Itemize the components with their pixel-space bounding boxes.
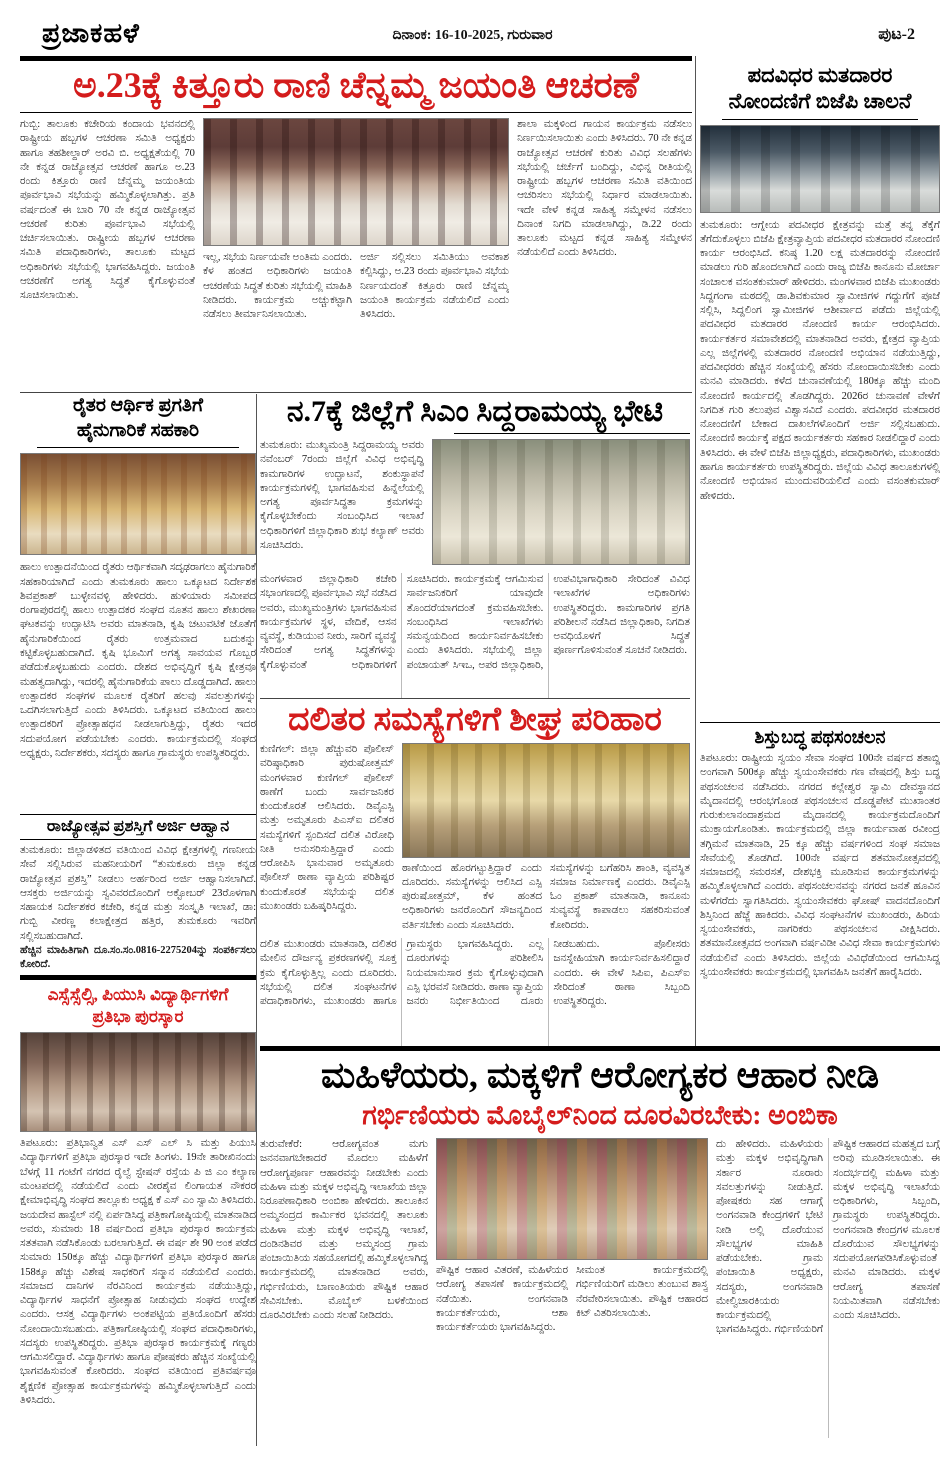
- rss-march-article: [700, 722, 940, 1050]
- rajyotsava-body: ತುಮಕೂರು: ಜಿಲ್ಲಾಡಳಿತದ ವತಿಯಿಂದ ವಿವಿಧ ಕ್ಷೇತ್ರಗಳಲ್ಲಿ ಗಣನೀಯ ಸೇವೆ ಸಲ್ಲಿಸಿರುವ ಮಹನೀಯರಿಗೆ “ತುಮಕೂರು ಜಿಲ್ಲಾ ಕನ್ನಡ ರಾಜ್ಯೋತ್ಸವ ಪ್ರಶಸ್ತಿ” ನೀಡಲು ಅರ್ಹರಿಂದ ಅರ್ಜಿ ಆಹ್ವಾನಿಸಲಾಗಿದೆ. ಆಸಕ್ತರು ಅರ್ಜಿಯನ್ನು ಸ್ವವಿವರದೊಂದಿಗೆ ಅಕ್ಟೋಬರ್ 23ರೊಳಗಾಗಿ ಸಹಾಯಕ ನಿರ್ದೇಶಕರ ಕಚೇರಿ, ಕನ್ನಡ ಮತ್ತು ಸಂಸ್ಕೃತಿ ಇಲಾಖೆ, ಡಾ: ಗುಬ್ಬಿ ವೀರಣ್ಣ ಕಲಾಕ್ಷೇತ್ರದ ಹತ್ತಿರ, ತುಮಕೂರು ಇವರಿಗೆ ಸಲ್ಲಿಸಬಹುದಾಗಿದೆ.: [20, 845, 256, 942]
- rss-headline: ಶಿಸ್ತುಬದ್ಧ ಪಥಸಂಚಲನ: [754, 727, 886, 747]
- dairy-headline-line1: ರೈತರ ಆರ್ಥಿಕ ಪ್ರಗತಿಗೆ: [72, 395, 204, 416]
- vertical-rule-right: [695, 56, 696, 1050]
- dalit-article: [260, 700, 690, 1048]
- women-subhead: ಗರ್ಭಿಣಿಯರು ಮೊಬೈಲ್‌ನಿಂದ ದೂರವಿರಬೇಕು: ಅಂಬಿಕಾ: [362, 1100, 838, 1130]
- thick-rule-bottom-section: [260, 1046, 940, 1051]
- bjp-body: ತುಮಕೂರು: ಆಗ್ನೇಯ ಪದವೀಧರ ಕ್ಷೇತ್ರವನ್ನು ಮತ್ತೆ ತನ್ನ ತೆಕ್ಕೆಗೆ ತೆಗೆದುಕೊಳ್ಳಲು ಬಿಜೆಪಿ ಕ್ಷೇತ್ರವ್ಯಾಪ್ತಿಯ ಪದವೀಧರ ಮತದಾರರ ನೋಂದಣಿ ಕಾರ್ಯ ಆರಂಭಿಸಿದೆ. ಕನಿಷ್ಠ 1.20 ಲಕ್ಷ ಮತದಾರರನ್ನು ನೋಂದಣಿ ಮಾಡಲು ಗುರಿ ಹೊಂದಲಾಗಿದೆ ಎಂದು ರಾಜ್ಯ ಬಿಜೆಪಿ ಕಾನೂನು ಮೋರ್ಚಾ ಸಂಚಾಲಕ ವಸಂತಕುಮಾರ್ ಹೇಳಿದರು. ಮಂಗಳವಾರ ಬಿಜೆಪಿ ಮುಖಂಡರು ಸಿದ್ದಗಂಗಾ ಮಠದಲ್ಲಿ ಡಾ.ಶಿವಕುಮಾರ ಸ್ವಾಮೀಜಿಗಳ ಗದ್ದುಗೆಗೆ ಪೂಜೆ ಸಲ್ಲಿಸಿ, ಸಿದ್ದಲಿಂಗ ಸ್ವಾಮೀಜಿಗಳ ಆಶೀರ್ವಾದ ಪಡೆದು ಜಿಲ್ಲೆಯಲ್ಲಿ ಪದವೀಧರ ಮತದಾರರ ನೋಂದಣಿ ಕಾರ್ಯ ಆರಂಭಿಸಿದರು. ಕಾರ್ಯಕರ್ತರ ಸಮಾವೇಶದಲ್ಲಿ ಮಾತನಾಡಿದ ಅವರು, ಕ್ಷೇತ್ರದ ವ್ಯಾಪ್ತಿಯ ಎಲ್ಲ ಜಿಲ್ಲೆಗಳಲ್ಲಿ ಮತದಾರರ ನೋಂದಣಿ ಅಭಿಯಾನ ನಡೆಯುತ್ತಿದ್ದು, ಪದವೀಧರರು ಹೆಚ್ಚಿನ ಸಂಖ್ಯೆಯಲ್ಲಿ ಹೆಸರು ನೋಂದಾಯಿಸಬೇಕು ಎಂದು ಮನವಿ ಮಾಡಿದರು. ಕಳೆದ ಚುನಾವಣೆಯಲ್ಲಿ 180ಕ್ಕೂ ಹೆಚ್ಚು ಮಂದಿ ನೋಂದಣಿ ಕಾರ್ಯದಲ್ಲಿ ತೊಡಗಿದ್ದರು. 2026ರ ಚುನಾವಣೆ ವೇಳೆಗೆ ನಿಗದಿತ ಗುರಿ ತಲುಪುವ ವಿಶ್ವಾಸವಿದೆ ಎಂದರು. ಪದವೀಧರ ಮತದಾರರ ನೋಂದಣಿಗೆ ಬೇಕಾದ ದಾಖಲೆಗಳೊಂದಿಗೆ ಅರ್ಜಿ ಸಲ್ಲಿಸಬಹುದು. ನೋಂದಣಿ ಕಾರ್ಯಕ್ಕೆ ಪಕ್ಷದ ಕಾರ್ಯಕರ್ತರು ಸಹಕಾರ ನೀಡಲಿದ್ದಾರೆ ಎಂದು ತಿಳಿಸಿದರು. ಈ ವೇಳೆ ಬಿಜೆಪಿ ಜಿಲ್ಲಾಧ್ಯಕ್ಷರು, ಪದಾಧಿಕಾರಿಗಳು, ಮುಖಂಡರು ಹಾಗೂ ಕಾರ್ಯಕರ್ತರು ಉಪಸ್ಥಿತರಿದ್ದರು. ಜಿಲ್ಲೆಯ ವಿವಿಧ ತಾಲೂಕುಗಳಲ್ಲಿ ನೋಂದಣಿ ಅಭಿಯಾನ ಮುಂದುವರಿಯಲಿದೆ ಎಂದು ವಸಂತಕುಮಾರ್ ಹೇಳಿದರು.: [700, 219, 940, 502]
- press-meeting-photo: [203, 118, 509, 246]
- lead-col1: ಗುಬ್ಬಿ: ತಾಲೂಕು ಕಚೇರಿಯ ಕಂದಾಯ ಭವನದಲ್ಲಿ ರಾಷ್ಟ್ರೀಯ ಹಬ್ಬಗಳ ಆಚರಣಾ ಸಮಿತಿ ಅಧ್ಯಕ್ಷರು ಹಾಗೂ ತಹಶೀಲ್ದಾರ್ ಅರವಿ ಬಿ. ಅಧ್ಯಕ್ಷತೆಯಲ್ಲಿ 70 ನೇ ಕನ್ನಡ ರಾಜ್ಯೋತ್ಸವ ಆಚರಣೆ ಹಾಗೂ ಅ.23 ರಂದು ಕಿತ್ತೂರು ರಾಣಿ ಚೆನ್ನಮ್ಮ ಜಯಂತಿಯ ಪೂರ್ವಭಾವಿ ಸಭೆಯನ್ನು ಹಮ್ಮಿಕೊಳ್ಳಲಾಗಿತ್ತು. ಪ್ರತಿ ವರ್ಷದಂತೆ ಈ ಬಾರಿ 70 ನೇ ಕನ್ನಡ ರಾಜ್ಯೋತ್ಸವ ಆಚರಣೆ ಕುರಿತು ಪೂರ್ವಭಾವಿ ಸಭೆಯಲ್ಲಿ ಚರ್ಚಿಸಲಾಯಿತು. ರಾಷ್ಟ್ರೀಯ ಹಬ್ಬಗಳ ಆಚರಣಾ ಸಮಿತಿ ಪದಾಧಿಕಾರಿಗಳು, ತಾಲೂಕು ಮಟ್ಟದ ಅಧಿಕಾರಿಗಳು ಸಭೆಯಲ್ಲಿ ಭಾಗವಹಿಸಿದ್ದರು. ಜಯಂತಿ ಆಚರಣೆಗೆ ಅಗತ್ಯ ಸಿದ್ಧತೆ ಕೈಗೊಳ್ಳುವಂತೆ ಸೂಚಿಸಲಾಯಿತು.: [20, 119, 195, 302]
- dairy-headline-line2: ಹೈನುಗಾರಿಕೆ ಸಹಕಾರಿ: [76, 419, 200, 441]
- newspaper-title: ಪ್ರಜಾಕಹಳೆ: [42, 18, 140, 48]
- dairy-body: ಹಾಲು ಉತ್ಪಾದನೆಯಿಂದ ರೈತರು ಆರ್ಥಿಕವಾಗಿ ಸದೃಢರಾಗಲು ಹೈನುಗಾರಿಕೆ ಸಹಕಾರಿಯಾಗಿದೆ ಎಂದು ತುಮಕೂರು ಹಾಲು ಒಕ್ಕೂಟದ ನಿರ್ದೇಶಕ ಶಿವಪ್ರಕಾಶ್ ಬುಳ್ಳೇನವಳ್ಳಿ ಹೇಳಿದರು. ಹುಳಿಯಾರು ಸಮೀಪದ ರಂಗಾಪುರದಲ್ಲಿ ಹಾಲು ಉತ್ಪಾದಕರ ಸಂಘದ ನೂತನ ಹಾಲು ಶೇಖರಣಾ ಘಟಕವನ್ನು ಉದ್ಘಾಟಿಸಿ ಅವರು ಮಾತನಾಡಿ, ಕೃಷಿ ಚಟುವಟಿಕೆ ಜೊತೆಗೆ ಹೈನುಗಾರಿಕೆಯಿಂದ ರೈತರು ಉತ್ತಮವಾದ ಬದುಕನ್ನು ಕಟ್ಟಿಕೊಳ್ಳಬಹುದಾಗಿದೆ. ಕೃಷಿ ಭೂಮಿಗೆ ಅಗತ್ಯ ಸಾವಯವ ಗೊಬ್ಬರ ಪಡೆದುಕೊಳ್ಳಬಹುದು ಎಂದರು. ದೇಶದ ಅಭಿವೃದ್ಧಿಗೆ ಕೃಷಿ ಕ್ಷೇತ್ರವೂ ಮಹತ್ವದಾಗಿದ್ದು, ಇದರಲ್ಲಿ ಹೈನುಗಾರಿಕೆಯ ಪಾಲು ದೊಡ್ಡದಾಗಿದೆ. ಹಾಲು ಉತ್ಪಾದಕರ ಸಂಘಗಳ ಮೂಲಕ ರೈತರಿಗೆ ಹಲವು ಸವಲತ್ತುಗಳನ್ನು ಒದಗಿಸಲಾಗುತ್ತಿದೆ ಎಂದು ತಿಳಿಸಿದರು. ಒಕ್ಕೂಟದ ವತಿಯಿಂದ ಹಾಲು ಉತ್ಪಾದಕರಿಗೆ ಪ್ರೋತ್ಸಾಹಧನ ನೀಡಲಾಗುತ್ತಿದ್ದು, ರೈತರು ಇದರ ಸದುಪಯೋಗ ಪಡೆಯಬೇಕು ಎಂದರು. ಕಾರ್ಯಕ್ರಮದಲ್ಲಿ ಸಂಘದ ಅಧ್ಯಕ್ಷರು, ನಿರ್ದೇಶಕರು, ಸದಸ್ಯರು ಹಾಗೂ ಗ್ರಾಮಸ್ಥರು ಉಪಸ್ಥಿತರಿದ್ದರು.: [20, 562, 256, 759]
- dairy-article: [20, 394, 256, 814]
- headline-rule: [20, 839, 256, 840]
- talent-body: ತಿಪಟೂರು: ಪ್ರತಿಭಾನ್ವಿತ ಎಸ್ ಎಸ್ ಎಲ್ ಸಿ ಮತ್ತು ಪಿಯುಸಿ ವಿದ್ಯಾರ್ಥಿಗಳಿಗೆ ಪ್ರತಿಭಾ ಪುರಸ್ಕಾರ ಇದೇ ತಿಂಗಳು. 19ನೇ ತಾರೀಖಿನಂದು ಬೆಳಗ್ಗೆ 11 ಗಂಟೆಗೆ ನಗರದ ರೈಲ್ವೆ ಸ್ಟೇಷನ್ ರಸ್ತೆಯ ಪಿ ಜಿ ಎಂ ಕಲ್ಯಾಣ ಮಂಟಪದಲ್ಲಿ ನಡೆಯಲಿದೆ ಎಂದು ವೀರಶೈವ ಲಿಂಗಾಯತ ನೌಕರರ ಕ್ಷೇಮಾಭಿವೃದ್ಧಿ ಸಂಘದ ತಾಲ್ಲೂಕು ಅಧ್ಯಕ್ಷ ಕೆ ಎಸ್ ಎಂ ಸ್ವಾಮಿ ತಿಳಿಸಿದರು. ಜಯದೇವ ಹಾಸ್ಟೆಲ್ ನಲ್ಲಿ ಏರ್ಪಡಿಸಿದ್ದ ಪತ್ರಿಕಾಗೋಷ್ಠಿಯಲ್ಲಿ ಮಾತನಾಡಿದ ಅವರು, ಸುಮಾರು 18 ವರ್ಷದಿಂದ ಪ್ರತಿಭಾ ಪುರಸ್ಕಾರ ಕಾರ್ಯಕ್ರಮ ಸತತವಾಗಿ ನಡೆಸಿಕೊಂಡು ಬರಲಾಗುತ್ತಿದೆ. ಈ ವರ್ಷ ಶೇ 90 ಅಂಕ ಪಡೆದ ಸುಮಾರು 150ಕ್ಕೂ ಹೆಚ್ಚು ವಿದ್ಯಾರ್ಥಿಗಳಿಗೆ ಪ್ರತಿಭಾ ಪುರಸ್ಕಾರ ಹಾಗೂ 158ಕ್ಕೂ ಹೆಚ್ಚು ವಿಶೇಷ ಸಾಧಕರಿಗೆ ಸನ್ಮಾನ ನಡೆಯಲಿದೆ ಎಂದರು. ಸಮಾಜದ ದಾನಿಗಳ ನೆರವಿನಿಂದ ಕಾರ್ಯಕ್ರಮ ನಡೆಯುತ್ತಿದ್ದು, ವಿದ್ಯಾರ್ಥಿಗಳ ಸಾಧನೆಗೆ ಪ್ರೋತ್ಸಾಹ ನೀಡುವುದು ಸಂಘದ ಉದ್ದೇಶ ಎಂದರು. ಆಸಕ್ತ ವಿದ್ಯಾರ್ಥಿಗಳು ಅಂಕಪಟ್ಟಿಯ ಪ್ರತಿಯೊಂದಿಗೆ ಹೆಸರು ನೋಂದಾಯಿಸಬಹುದು. ಪತ್ರಿಕಾಗೋಷ್ಠಿಯಲ್ಲಿ ಸಂಘದ ಪದಾಧಿಕಾರಿಗಳು, ಸದಸ್ಯರು ಉಪಸ್ಥಿತರಿದ್ದರು. ಪ್ರತಿಭಾ ಪುರಸ್ಕಾರ ಕಾರ್ಯಕ್ರಮಕ್ಕೆ ಗಣ್ಯರು ಆಗಮಿಸಲಿದ್ದಾರೆ. ವಿದ್ಯಾರ್ಥಿಗಳು ಹಾಗೂ ಪೋಷಕರು ಹೆಚ್ಚಿನ ಸಂಖ್ಯೆಯಲ್ಲಿ ಭಾಗವಹಿಸುವಂತೆ ಕೋರಿದರು. ಸಂಘದ ವತಿಯಿಂದ ಪ್ರತಿವರ್ಷವೂ ಶೈಕ್ಷಣಿಕ ಪ್ರೋತ್ಸಾಹ ಕಾರ್ಯಕ್ರಮಗಳನ್ನು ಹಮ್ಮಿಕೊಳ್ಳಲಾಗುತ್ತಿದೆ ಎಂದು ತಿಳಿಸಿದರು.: [20, 1138, 256, 1406]
- dalit-mid-col2: ಸಮಸ್ಯೆಗಳನ್ನು ಬಗೆಹರಿಸಿ ಶಾಂತಿ, ವ್ಯವಸ್ಥಿತ ಸಮಾಜ ನಿರ್ಮಾಣಕ್ಕೆ ಎಂದರು. ಡಿವೈಎಸ್ಪಿ ಓಂ ಪ್ರಕಾಶ್ ಮಾತನಾಡಿ, ಕಾನೂನು ಸುವ್ಯವಸ್ಥೆ ಕಾಪಾಡಲು ಸಹಕರಿಸುವಂತೆ ಕೋರಿದರು.: [550, 862, 690, 931]
- headline-rule: [37, 447, 240, 448]
- left-lower-column: [20, 814, 256, 1446]
- women-right-cols: ದು ಹೇಳಿದರು. ಮಹಿಳೆಯರು ಮತ್ತು ಮಕ್ಕಳ ಅಭಿವೃದ್ಧಿಗಾಗಿ ಸರ್ಕಾರ ನೂರಾರು ಸವಲತ್ತುಗಳನ್ನು ನೀಡುತ್ತಿದೆ. ಪೋಷಕರು ಸಹ ಆಗಾಗ್ಗೆ ಅಂಗನವಾಡಿ ಕೇಂದ್ರಗಳಿಗೆ ಭೇಟಿ ನೀಡಿ ಅಲ್ಲಿ ದೊರೆಯುವ ಸೌಲಭ್ಯಗಳ ಮಾಹಿತಿ ಪಡೆಯಬೇಕು. ಗ್ರಾಮ ಪಂಚಾಯಿತಿ ಅಧ್ಯಕ್ಷರು, ಸದಸ್ಯರು, ಅಂಗನವಾಡಿ ಮೇಲ್ವಿಚಾರಕಿಯರು ಕಾರ್ಯಕ್ರಮದಲ್ಲಿ ಭಾಗವಹಿಸಿದ್ದರು. ಗರ್ಭಿಣಿಯರಿಗೆ ಪೌಷ್ಟಿಕ ಆಹಾರದ ಮಹತ್ವದ ಬಗ್ಗೆ ಅರಿವು ಮೂಡಿಸಲಾಯಿತು. ಈ ಸಂದರ್ಭದಲ್ಲಿ ಮಹಿಳಾ ಮತ್ತು ಮಕ್ಕಳ ಅಭಿವೃದ್ಧಿ ಇಲಾಖೆಯ ಅಧಿಕಾರಿಗಳು, ಸಿಬ್ಬಂದಿ, ಗ್ರಾಮಸ್ಥರು ಉಪಸ್ಥಿತರಿದ್ದರು. ಅಂಗನವಾಡಿ ಕೇಂದ್ರಗಳ ಮೂಲಕ ದೊರೆಯುವ ಸೌಲಭ್ಯಗಳನ್ನು ಸದುಪಯೋಗಪಡಿಸಿಕೊಳ್ಳುವಂತೆ ಮನವಿ ಮಾಡಿದರು. ಮಕ್ಕಳ ಆರೋಗ್ಯ ತಪಾಸಣೆ ನಿಯಮಿತವಾಗಿ ನಡೆಸಬೇಕು ಎಂದು ಸೂಚಿಸಿದರು.: [716, 1139, 940, 1336]
- cm-headline: ನ.7ಕ್ಕೆ ಜಿಲ್ಲೆಗೆ ಸಿಎಂ ಸಿದ್ದರಾಮಯ್ಯ ಭೇಟಿ: [286, 395, 664, 428]
- headline-rule: [454, 433, 691, 434]
- dairy-inauguration-photo: [20, 453, 256, 555]
- women-children-program-photo: [436, 1138, 708, 1260]
- horizontal-rule-cm-bottom: [260, 698, 690, 699]
- press-conference-photo: [20, 1032, 256, 1132]
- headline-rule: [20, 112, 692, 113]
- women-col1: ತುರುವೇಕೆರೆ: ಆರೋಗ್ಯವಂತ ಮಗು ಜನನವಾಗಬೇಕಾದರೆ ಮೊದಲು ಮಹಿಳೆಗೆ ಆರೋಗ್ಯಪೂರ್ಣ ಆಹಾರವನ್ನು ನೀಡಬೇಕು ಎಂದು ಮಹಿಳಾ ಮತ್ತು ಮಕ್ಕಳ ಅಭಿವೃದ್ಧಿ ಇಲಾಖೆಯ ಜಿಲ್ಲಾ ನಿರೂಪಣಾಧಿಕಾರಿ ಅಂಬಿಕಾ ಹೇಳಿದರು. ತಾಲೂಕಿನ ಅಮ್ಮಸಂದ್ರದ ಕಾರ್ಮಿಕರ ಭವನದಲ್ಲಿ ತಾಲೂಕು ಮಹಿಳಾ ಮತ್ತು ಮಕ್ಕಳ ಅಭಿವೃದ್ಧಿ ಇಲಾಖೆ, ದಂಡಿನಶಿವರ ಮತ್ತು ಅಮ್ಮಸಂದ್ರ ಗ್ರಾಮ ಪಂಚಾಯಿತಿಯ ಸಹಯೋಗದಲ್ಲಿ ಹಮ್ಮಿಕೊಳ್ಳಲಾಗಿದ್ದ ಕಾರ್ಯಕ್ರಮದಲ್ಲಿ ಮಾತನಾಡಿದ ಅವರು, ಗರ್ಭಿಣಿಯರು, ಬಾಣಂತಿಯರು ಪೌಷ್ಟಿಕ ಆಹಾರ ಸೇವಿಸಬೇಕು. ಮೊಬೈಲ್ ಬಳಕೆಯಿಂದ ದೂರವಿರಬೇಕು ಎಂದು ಸಲಹೆ ನೀಡಿದರು.: [260, 1139, 428, 1322]
- bjp-headline-line1: ಪದವಿಧರ ಮತದಾರರ: [747, 63, 893, 87]
- bjp-article: [700, 56, 940, 720]
- women-mid-col2: ಸೀಮಂತ ಕಾರ್ಯಕ್ರಮದಲ್ಲಿ ಗರ್ಭಿಣಿಯರಿಗೆ ಮಡಿಲು ತುಂಬುವ ಶಾಸ್ತ್ರ ನೆರವೇರಿಸಲಾಯಿತು. ಪೌಷ್ಟಿಕ ಆಹಾರದ ಕಿಟ್ ವಿತರಿಸಲಾಯಿತು.: [576, 1265, 708, 1319]
- horizontal-rule-lead-bottom: [20, 392, 692, 393]
- lead-mid-col1: ಇಲ್ಲ, ಸಭೆಯ ನಿರ್ಣಯವೇ ಅಂತಿಮ ಎಂದರು. ಕೆಳ ಹಂತದ ಅಧಿಕಾರಿಗಳು ಜಯಂತಿ ಆಚರಣೆಯ ಸಿದ್ಧತೆ ಕುರಿತು ಸಭೆಯಲ್ಲಿ ಮಾಹಿತಿ ನೀಡಿದರು. ಕಾರ್ಯಕ್ರಮ ಅಚ್ಚುಕಟ್ಟಾಗಿ ನಡೆಸಲು ತೀರ್ಮಾನಿಸಲಾಯಿತು.: [202, 252, 352, 321]
- rajyotsava-contact: ಹೆಚ್ಚಿನ ಮಾಹಿತಿಗಾಗಿ ದೂ.ಸಂ.ಸಂ.0816-2275204ನ್ನು ಸಂಪರ್ಕಿಸಲು ಕೋರಿದೆ.: [20, 945, 256, 971]
- masthead: [20, 12, 925, 54]
- cm-body-below: ಮಂಗಳವಾರ ಜಿಲ್ಲಾಧಿಕಾರಿ ಕಚೇರಿ ಸಭಾಂಗಣದಲ್ಲಿ ಪೂರ್ವಭಾವಿ ಸಭೆ ನಡೆಸಿದ ಅವರು, ಮುಖ್ಯಮಂತ್ರಿಗಳು ಭಾಗವಹಿಸುವ ಕಾರ್ಯಕ್ರಮಗಳ ಸ್ಥಳ, ವೇದಿಕೆ, ಆಸನ ವ್ಯವಸ್ಥೆ, ಕುಡಿಯುವ ನೀರು, ಸಾರಿಗೆ ವ್ಯವಸ್ಥೆ ಸೇರಿದಂತೆ ಅಗತ್ಯ ಸಿದ್ಧತೆಗಳನ್ನು ಕೈಗೊಳ್ಳುವಂತೆ ಅಧಿಕಾರಿಗಳಿಗೆ ಸೂಚಿಸಿದರು. ಕಾರ್ಯಕ್ರಮಕ್ಕೆ ಆಗಮಿಸುವ ಸಾರ್ವಜನಿಕರಿಗೆ ಯಾವುದೇ ತೊಂದರೆಯಾಗದಂತೆ ಕ್ರಮವಹಿಸಬೇಕು. ಸಂಬಂಧಿಸಿದ ಇಲಾಖೆಗಳು ಸಮನ್ವಯದಿಂದ ಕಾರ್ಯನಿರ್ವಹಿಸಬೇಕು ಎಂದು ತಿಳಿಸಿದರು. ಸಭೆಯಲ್ಲಿ ಜಿಲ್ಲಾ ಪಂಚಾಯತ್ ಸಿಇಒ, ಅಪರ ಜಿಲ್ಲಾಧಿಕಾರಿ, ಉಪವಿಭಾಗಾಧಿಕಾರಿ ಸೇರಿದಂತೆ ವಿವಿಧ ಇಲಾಖೆಗಳ ಅಧಿಕಾರಿಗಳು ಉಪಸ್ಥಿತರಿದ್ದರು. ಕಾಮಗಾರಿಗಳ ಪ್ರಗತಿ ಪರಿಶೀಲನೆ ನಡೆಸಿದ ಜಿಲ್ಲಾಧಿಕಾರಿ, ನಿಗದಿತ ಅವಧಿಯೊಳಗೆ ಸಿದ್ಧತೆ ಪೂರ್ಣಗೊಳಿಸುವಂತೆ ಸೂಚನೆ ನೀಡಿದರು.: [260, 574, 690, 671]
- women-headline: ಮಹಿಳೆಯರು, ಮಕ್ಕಳಿಗೆ ಆರೋಗ್ಯಕರ ಆಹಾರ ನೀಡಿ: [320, 1055, 880, 1095]
- dc-meeting-photo: [432, 439, 690, 565]
- talent-headline-line2: ಪ್ರತಿಭಾ ಪುರಸ್ಕಾರ: [92, 1007, 184, 1027]
- women-health-article: [260, 1052, 940, 1444]
- women-mid-col1: ಪೌಷ್ಟಿಕ ಆಹಾರ ವಿತರಣೆ, ಮಹಿಳೆಯರ ಆರೋಗ್ಯ ತಪಾಸಣೆ ಕಾರ್ಯಕ್ರಮದಲ್ಲಿ ನಡೆಯಿತು. ಅಂಗನವಾಡಿ ಕಾರ್ಯಕರ್ತೆಯರು, ಆಶಾ ಕಾರ್ಯಕರ್ತೆಯರು ಭಾಗವಹಿಸಿದ್ದರು.: [436, 1265, 568, 1334]
- rajyotsava-headline: ರಾಜ್ಯೋತ್ಸವ ಪ್ರಶಸ್ತಿಗೆ ಅರ್ಜಿ ಆಹ್ವಾನ: [46, 818, 230, 835]
- dalit-mid-col1: ಠಾಣೆಯಿಂದ ಹೊರಗಟ್ಟುತ್ತಿದ್ದಾರೆ ಎಂದು ದೂರಿದರು. ಸಮಸ್ಯೆಗಳನ್ನು ಆಲಿಸಿದ ಎಸ್ಪಿ ಪುರುಷೋತ್ತಮ್, ಕೆಳ ಹಂತದ ಅಧಿಕಾರಿಗಳು ಜನರೊಂದಿಗೆ ಸೌಜನ್ಯದಿಂದ ವರ್ತಿಸಬೇಕು ಎಂದು ಸೂಚಿಸಿದರು.: [402, 862, 542, 931]
- cm-visit-article: [260, 394, 690, 698]
- dalit-col: ಕುಣಿಗಲ್: ಜಿಲ್ಲಾ ಹೆಚ್ಚುವರಿ ಪೊಲೀಸ್ ವರಿಷ್ಠಾಧಿಕಾರಿ ಪುರುಷೋತ್ತಮ್ ಮಂಗಳವಾರ ಕುಣಿಗಲ್ ಪೊಲೀಸ್ ಠಾಣೆಗೆ ಬಂದು ಸಾರ್ವಜನಿಕರ ಕುಂದುಕೊರತೆ ಆಲಿಸಿದರು. ಡಿವೈಎಸ್ಪಿ ಮತ್ತು ಅಮೃತೂರು ಪಿಎಸ್ಐ ದಲಿತರ ಸಮಸ್ಯೆಗಳಿಗೆ ಸ್ಪಂದಿಸದೆ ದಲಿತ ವಿರೋಧಿ ನೀತಿ ಅನುಸರಿಸುತ್ತಿದ್ದಾರೆ ಎಂದು ಆರೋಪಿಸಿ ಭಾನುವಾರ ಅಮೃತೂರು ಪೊಲೀಸ್ ಠಾಣಾ ವ್ಯಾಪ್ತಿಯ ಪರಿಶಿಷ್ಟರ ಕುಂದುಕೊರತೆ ಸಭೆಯನ್ನು ದಲಿತ ಮುಖಂಡರು ಬಹಿಷ್ಕರಿಸಿದ್ದರು.: [260, 744, 394, 912]
- bjp-leaders-photo: [700, 125, 940, 213]
- talent-headline-line1: ಎಸ್ಸೆಸ್ಸೆಲ್ಸಿ, ಪಿಯುಸಿ ವಿದ್ಯಾರ್ಥಿಗಳಿಗೆ: [47, 985, 229, 1004]
- lead-mid-col2: ಅರ್ಜಿ ಸಲ್ಲಿಸಲು ಸಮಿತಿಯು ಅವಕಾಶ ಕಲ್ಪಿಸಿದ್ದು, ಅ.23 ರಂದು ಪೂರ್ವಭಾವಿ ಸಭೆಯ ನಿರ್ಣಯದಂತೆ ಕಿತ್ತೂರು ರಾಣಿ ಚೆನ್ನಮ್ಮ ಜಯಂತಿ ಕಾರ್ಯಕ್ರಮ ನಡೆಯಲಿದೆ ಎಂದು ತಿಳಿಸಿದರು.: [360, 252, 510, 321]
- police-station-meeting-photo: [402, 743, 690, 858]
- lead-headline: ಅ.23ಕ್ಕೆ ಕಿತ್ತೂರು ರಾಣಿ ಚೆನ್ನಮ್ಮ ಜಯಂತಿ ಆಚರಣೆ: [73, 65, 639, 105]
- lead-col4: ಶಾಲಾ ಮಕ್ಕಳಿಂದ ಗಾಯನ ಕಾರ್ಯಕ್ರಮ ನಡೆಸಲು ನಿರ್ಣಯಿಸಲಾಯಿತು ಎಂದು ತಿಳಿಸಿದರು. 70 ನೇ ಕನ್ನಡ ರಾಜ್ಯೋತ್ಸವ ಆಚರಣೆ ಕುರಿತು ವಿವಿಧ ಸಲಹೆಗಳು ಸಭೆಯಲ್ಲಿ ಚರ್ಚೆಗೆ ಬಂದಿದ್ದು, ವಿಭಿನ್ನ ರೀತಿಯಲ್ಲಿ ರಾಷ್ಟ್ರೀಯ ಹಬ್ಬಗಳ ಆಚರಣಾ ಸಮಿತಿ ವತಿಯಿಂದ ಆಚರಿಸಲು ಸಭೆಯಲ್ಲಿ ನಿರ್ಧಾರ ಮಾಡಲಾಯಿತು. ಇದೇ ವೇಳೆ ಕನ್ನಡ ಸಾಹಿತ್ಯ ಸಮ್ಮೇಳನ ನಡೆಸಲು ದಿನಾಂಕ ನಿಗದಿ ಮಾಡಲಾಗಿದ್ದು, ಡಿ.22 ರಂದು ತಾಲೂಕು ಮಟ್ಟದ ಕನ್ನಡ ಸಾಹಿತ್ಯ ಸಮ್ಮೇಳನ ನಡೆಯಲಿದೆ ಎಂದು ತಿಳಿಸಿದರು.: [517, 119, 692, 259]
- lead-article: [20, 56, 692, 392]
- cm-col: ತುಮಕೂರು: ಮುಖ್ಯಮಂತ್ರಿ ಸಿದ್ದರಾಮಯ್ಯ ಅವರು ನವೆಂಬರ್ 7ರಂದು ಜಿಲ್ಲೆಗೆ ವಿವಿಧ ಅಭಿವೃದ್ಧಿ ಕಾಮಗಾರಿಗಳ ಉದ್ಘಾಟನೆ, ಶಂಕುಸ್ಥಾಪನೆ ಕಾರ್ಯಕ್ರಮಗಳಲ್ಲಿ ಭಾಗವಹಿಸುವ ಹಿನ್ನೆಲೆಯಲ್ಲಿ ಅಗತ್ಯ ಪೂರ್ವಸಿದ್ಧತಾ ಕ್ರಮಗಳನ್ನು ಕೈಗೊಳ್ಳಬೇಕೆಂದು ಸಂಬಂಧಿಸಿದ ಇಲಾಖೆ ಅಧಿಕಾರಿಗಳಿಗೆ ಜಿಲ್ಲಾಧಿಕಾರಿ ಶುಭ ಕಲ್ಯಾಣ್ ಅವರು ಸೂಚಿಸಿದರು.: [260, 440, 424, 551]
- bjp-headline-line2: ನೋಂದಣಿಗೆ ಬಿಜೆಪಿ ಚಾಲನೆ: [728, 89, 912, 114]
- headline-rule: [722, 119, 919, 120]
- dalit-body-below: ದಲಿತ ಮುಖಂಡರು ಮಾತನಾಡಿ, ದಲಿತರ ಮೇಲಿನ ದೌರ್ಜನ್ಯ ಪ್ರಕರಣಗಳಲ್ಲಿ ಸೂಕ್ತ ಕ್ರಮ ಕೈಗೊಳ್ಳುತ್ತಿಲ್ಲ ಎಂದು ದೂರಿದರು. ಸಭೆಯಲ್ಲಿ ದಲಿತ ಸಂಘಟನೆಗಳ ಪದಾಧಿಕಾರಿಗಳು, ಮುಖಂಡರು ಹಾಗೂ ಗ್ರಾಮಸ್ಥರು ಭಾಗವಹಿಸಿದ್ದರು. ಎಲ್ಲ ದೂರುಗಳನ್ನು ಪರಿಶೀಲಿಸಿ ನಿಯಮಾನುಸಾರ ಕ್ರಮ ಕೈಗೊಳ್ಳುವುದಾಗಿ ಎಸ್ಪಿ ಭರವಸೆ ನೀಡಿದರು. ಠಾಣಾ ವ್ಯಾಪ್ತಿಯ ಜನರು ನಿರ್ಭೀತಿಯಿಂದ ದೂರು ನೀಡಬಹುದು. ಪೊಲೀಸರು ಜನಸ್ನೇಹಿಯಾಗಿ ಕಾರ್ಯನಿರ್ವಹಿಸಲಿದ್ದಾರೆ ಎಂದರು. ಈ ವೇಳೆ ಸಿಪಿಐ, ಪಿಎಸ್ಐ ಸೇರಿದಂತೆ ಠಾಣಾ ಸಿಬ್ಬಂದಿ ಉಪಸ್ಥಿತರಿದ್ದರು.: [260, 939, 690, 1008]
- date-line: ದಿನಾಂಕ: 16-10-2025, ಗುರುವಾರ: [392, 28, 553, 43]
- dalit-headline: ದಲಿತರ ಸಮಸ್ಯೆಗಳಿಗೆ ಶೀಘ್ರ ಪರಿಹಾರ: [288, 702, 662, 738]
- page-number: ಪುಟ-2: [878, 26, 915, 43]
- rss-body: ತಿಪಟೂರು: ರಾಷ್ಟ್ರೀಯ ಸ್ವಯಂ ಸೇವಾ ಸಂಘದ 100ನೇ ವರ್ಷದ ಶತಾಬ್ದಿ ಅಂಗವಾಗಿ 500ಕ್ಕೂ ಹೆಚ್ಚು ಸ್ವಯಂಸೇವಕರು ಗಣ ವೇಷದಲ್ಲಿ ಶಿಸ್ತು ಬದ್ಧ ಪಥಸಂಚಲನ ನಡೆಸಿದರು. ನಗರದ ಕಲ್ಲೇಶ್ವರ ಸ್ವಾಮಿ ದೇವಸ್ಥಾನದ ಮೈದಾನದಲ್ಲಿ ಆರಂಭಗೊಂಡ ಪಥಸಂಚಲನ ದೊಡ್ಡಪೇಟೆ ಮುಖಾಂತರ ಗುರುಕುಲಾನಂದಾಶ್ರಮದ ಮೈದಾನದಲ್ಲಿ ಕಾರ್ಯಕ್ರಮದೊಂದಿಗೆ ಮುಕ್ತಾಯಗೊಂಡಿತು. ಕಾರ್ಯಕ್ರಮದಲ್ಲಿ ಜಿಲ್ಲಾ ಕಾರ್ಯವಾಹ ರವೀಂದ್ರ ತಗ್ಗಿಮನೆ ಮಾತನಾಡಿ, 25 ಕ್ಕೂ ಹೆಚ್ಚು ವರ್ಷಗಳಿಂದ ಸಂಘ ಸಮಾಜ ಸೇವೆಯಲ್ಲಿ ತೊಡಗಿದೆ. 100ನೇ ವರ್ಷದ ಶತಮಾನೋತ್ಸವದಲ್ಲಿ ಸಮಾಜದಲ್ಲಿ ಸಮರಸತೆ, ದೇಶಭಕ್ತಿ ಮೂಡಿಸುವ ಕಾರ್ಯಕ್ರಮಗಳನ್ನು ಹಮ್ಮಿಕೊಳ್ಳಲಾಗಿದೆ ಎಂದರು. ಪಥಸಂಚಲನವನ್ನು ನಗರದ ಜನತೆ ಹೂವಿನ ಮಳೆಗರೆದು ಸ್ವಾಗತಿಸಿದರು. ಸ್ವಯಂಸೇವಕರು ಘೋಷ್ ವಾದನದೊಂದಿಗೆ ಶಿಸ್ತಿನಿಂದ ಹೆಜ್ಜೆ ಹಾಕಿದರು. ವಿವಿಧ ಸಂಘಟನೆಗಳ ಮುಖಂಡರು, ಹಿರಿಯ ಸ್ವಯಂಸೇವಕರು, ನಾಗರಿಕರು ಪಥಸಂಚಲನ ವೀಕ್ಷಿಸಿದರು. ಶತಮಾನೋತ್ಸವದ ಅಂಗವಾಗಿ ವರ್ಷವಿಡೀ ವಿವಿಧ ಸೇವಾ ಕಾರ್ಯಕ್ರಮಗಳು ನಡೆಯಲಿವೆ ಎಂದು ತಿಳಿಸಿದರು. ಜಿಲ್ಲೆಯ ವಿವಿಧೆಡೆಯಿಂದ ಆಗಮಿಸಿದ್ದ ಸ್ವಯಂಸೇವಕರು ಕಾರ್ಯಕ್ರಮದಲ್ಲಿ ಭಾಗವಹಿಸಿ ಜನತೆಗೆ ಹಾರೈಸಿದರು.: [700, 753, 940, 978]
- vertical-rule-left: [256, 394, 257, 1446]
